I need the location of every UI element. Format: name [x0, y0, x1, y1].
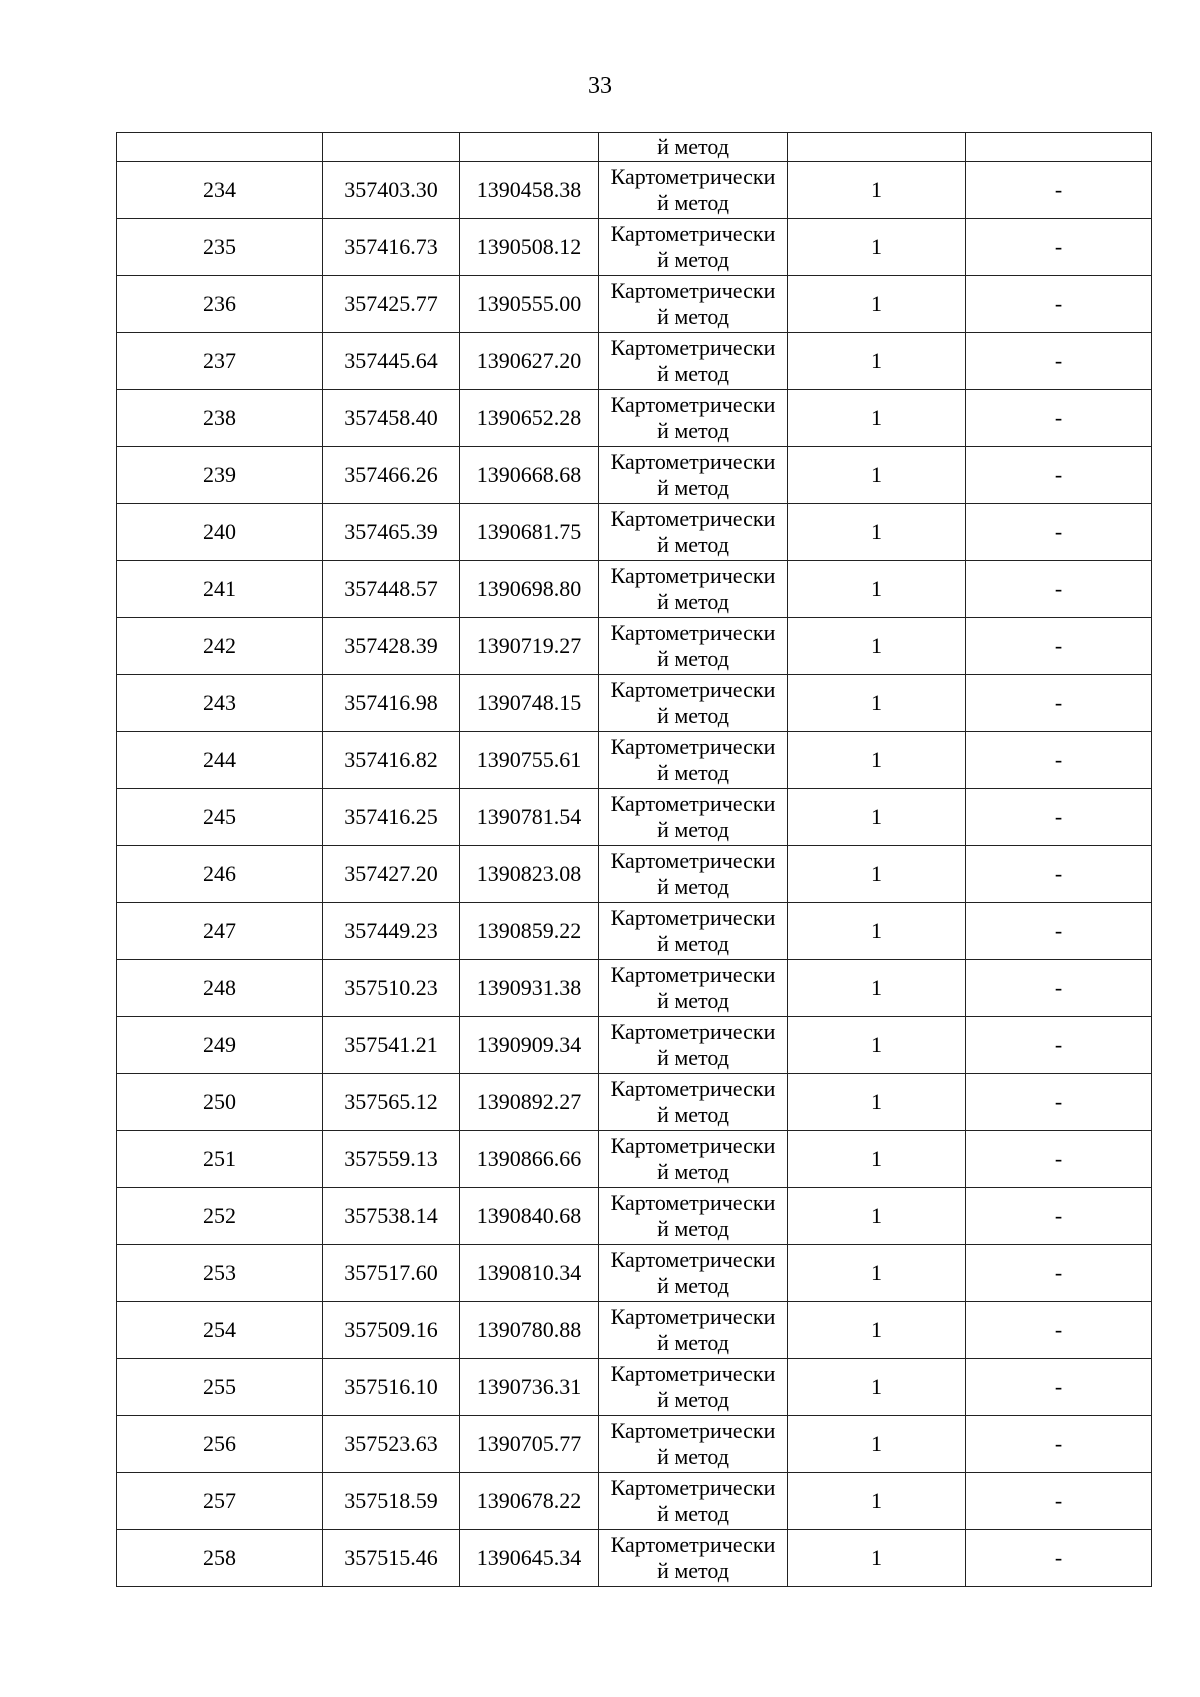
cell-note [966, 133, 1152, 162]
cell-note: - [966, 960, 1152, 1017]
cell-note: - [966, 1416, 1152, 1473]
cell-note: - [966, 276, 1152, 333]
cell-method: Картометрически й метод [599, 1416, 788, 1473]
cell-y: 1390810.34 [460, 1245, 599, 1302]
cell-y [460, 133, 599, 162]
cell-point-number: 239 [117, 447, 323, 504]
cell-point-number: 234 [117, 162, 323, 219]
cell-point-number: 254 [117, 1302, 323, 1359]
cell-x: 357458.40 [323, 390, 460, 447]
cell-point-number [117, 133, 323, 162]
cell-accuracy: 1 [788, 1245, 966, 1302]
table-row [117, 675, 1152, 732]
cell-y: 1390719.27 [460, 618, 599, 675]
cell-method: Картометрически й метод [599, 846, 788, 903]
cell-y: 1390909.34 [460, 1017, 599, 1074]
cell-y: 1390892.27 [460, 1074, 599, 1131]
cell-point-number: 241 [117, 561, 323, 618]
cell-method: Картометрически й метод [599, 732, 788, 789]
cell-x [323, 133, 460, 162]
table-row [117, 960, 1152, 1017]
cell-note: - [966, 732, 1152, 789]
cell-y: 1390458.38 [460, 162, 599, 219]
cell-method: Картометрически й метод [599, 1131, 788, 1188]
cell-method: Картометрически й метод [599, 390, 788, 447]
table-row [117, 276, 1152, 333]
cell-note: - [966, 1131, 1152, 1188]
table-row [117, 1131, 1152, 1188]
cell-x: 357416.73 [323, 219, 460, 276]
cell-accuracy: 1 [788, 504, 966, 561]
table-row [117, 618, 1152, 675]
cell-note: - [966, 333, 1152, 390]
cell-note: - [966, 618, 1152, 675]
cell-point-number: 250 [117, 1074, 323, 1131]
table-row [117, 1188, 1152, 1245]
cell-method: й метод [599, 133, 788, 162]
cell-accuracy: 1 [788, 1017, 966, 1074]
table-row [117, 732, 1152, 789]
cell-method: Картометрически й метод [599, 162, 788, 219]
cell-y: 1390652.28 [460, 390, 599, 447]
table-row [117, 1245, 1152, 1302]
cell-y: 1390555.00 [460, 276, 599, 333]
cell-accuracy: 1 [788, 960, 966, 1017]
cell-x: 357565.12 [323, 1074, 460, 1131]
cell-note: - [966, 504, 1152, 561]
cell-point-number: 242 [117, 618, 323, 675]
cell-x: 357518.59 [323, 1473, 460, 1530]
cell-x: 357416.25 [323, 789, 460, 846]
cell-point-number: 251 [117, 1131, 323, 1188]
cell-y: 1390668.68 [460, 447, 599, 504]
cell-y: 1390698.80 [460, 561, 599, 618]
cell-accuracy: 1 [788, 1074, 966, 1131]
cell-note: - [966, 162, 1152, 219]
cell-note: - [966, 390, 1152, 447]
table-row [117, 1473, 1152, 1530]
cell-accuracy: 1 [788, 675, 966, 732]
cell-note: - [966, 1473, 1152, 1530]
cell-accuracy: 1 [788, 903, 966, 960]
cell-point-number: 256 [117, 1416, 323, 1473]
page-number: 33 [588, 73, 612, 99]
cell-point-number: 258 [117, 1530, 323, 1587]
table-row [117, 447, 1152, 504]
cell-accuracy: 1 [788, 618, 966, 675]
cell-note: - [966, 1530, 1152, 1587]
cell-y: 1390755.61 [460, 732, 599, 789]
cell-x: 357538.14 [323, 1188, 460, 1245]
table-row [117, 219, 1152, 276]
cell-accuracy [788, 133, 966, 162]
cell-method: Картометрически й метод [599, 219, 788, 276]
cell-accuracy: 1 [788, 1131, 966, 1188]
cell-y: 1390931.38 [460, 960, 599, 1017]
cell-y: 1390781.54 [460, 789, 599, 846]
cell-x: 357523.63 [323, 1416, 460, 1473]
table-row [117, 1302, 1152, 1359]
cell-x: 357428.39 [323, 618, 460, 675]
cell-x: 357515.46 [323, 1530, 460, 1587]
cell-accuracy: 1 [788, 162, 966, 219]
table-row [117, 1074, 1152, 1131]
cell-x: 357559.13 [323, 1131, 460, 1188]
cell-point-number: 248 [117, 960, 323, 1017]
coordinates-table [116, 132, 1152, 1587]
cell-x: 357541.21 [323, 1017, 460, 1074]
table-row [117, 333, 1152, 390]
continuation-row [117, 133, 1152, 162]
cell-x: 357425.77 [323, 276, 460, 333]
cell-accuracy: 1 [788, 1473, 966, 1530]
cell-point-number: 238 [117, 390, 323, 447]
table-row [117, 1416, 1152, 1473]
cell-note: - [966, 219, 1152, 276]
cell-y: 1390866.66 [460, 1131, 599, 1188]
table-row [117, 1017, 1152, 1074]
cell-note: - [966, 1074, 1152, 1131]
cell-method: Картометрически й метод [599, 561, 788, 618]
cell-y: 1390780.88 [460, 1302, 599, 1359]
cell-method: Картометрически й метод [599, 1302, 788, 1359]
cell-method: Картометрически й метод [599, 1074, 788, 1131]
cell-accuracy: 1 [788, 447, 966, 504]
cell-note: - [966, 1245, 1152, 1302]
cell-point-number: 246 [117, 846, 323, 903]
cell-accuracy: 1 [788, 561, 966, 618]
table-row [117, 903, 1152, 960]
cell-method: Картометрически й метод [599, 1017, 788, 1074]
cell-accuracy: 1 [788, 1188, 966, 1245]
cell-x: 357416.82 [323, 732, 460, 789]
cell-method: Картометрически й метод [599, 504, 788, 561]
cell-accuracy: 1 [788, 1416, 966, 1473]
cell-accuracy: 1 [788, 846, 966, 903]
cell-point-number: 252 [117, 1188, 323, 1245]
cell-note: - [966, 846, 1152, 903]
table-row [117, 1359, 1152, 1416]
cell-point-number: 235 [117, 219, 323, 276]
cell-y: 1390859.22 [460, 903, 599, 960]
cell-accuracy: 1 [788, 1359, 966, 1416]
cell-method: Картометрически й метод [599, 1530, 788, 1587]
cell-note: - [966, 447, 1152, 504]
cell-method: Картометрически й метод [599, 1245, 788, 1302]
cell-x: 357403.30 [323, 162, 460, 219]
cell-x: 357445.64 [323, 333, 460, 390]
cell-x: 357465.39 [323, 504, 460, 561]
cell-x: 357449.23 [323, 903, 460, 960]
cell-accuracy: 1 [788, 390, 966, 447]
cell-point-number: 240 [117, 504, 323, 561]
cell-x: 357466.26 [323, 447, 460, 504]
cell-point-number: 245 [117, 789, 323, 846]
cell-method: Картометрически й метод [599, 1188, 788, 1245]
cell-note: - [966, 561, 1152, 618]
table-row [117, 561, 1152, 618]
cell-x: 357427.20 [323, 846, 460, 903]
cell-note: - [966, 1017, 1152, 1074]
cell-point-number: 257 [117, 1473, 323, 1530]
cell-note: - [966, 675, 1152, 732]
cell-point-number: 236 [117, 276, 323, 333]
cell-point-number: 247 [117, 903, 323, 960]
cell-point-number: 253 [117, 1245, 323, 1302]
cell-point-number: 243 [117, 675, 323, 732]
cell-point-number: 249 [117, 1017, 323, 1074]
cell-accuracy: 1 [788, 276, 966, 333]
cell-y: 1390748.15 [460, 675, 599, 732]
coordinates-table-body [117, 133, 1152, 1587]
table-row [117, 504, 1152, 561]
cell-y: 1390840.68 [460, 1188, 599, 1245]
cell-method: Картометрически й метод [599, 1359, 788, 1416]
cell-y: 1390681.75 [460, 504, 599, 561]
cell-method: Картометрически й метод [599, 276, 788, 333]
cell-accuracy: 1 [788, 219, 966, 276]
cell-x: 357510.23 [323, 960, 460, 1017]
cell-note: - [966, 1359, 1152, 1416]
cell-method: Картометрически й метод [599, 675, 788, 732]
cell-method: Картометрически й метод [599, 618, 788, 675]
table-row [117, 1530, 1152, 1587]
cell-accuracy: 1 [788, 1530, 966, 1587]
cell-x: 357509.16 [323, 1302, 460, 1359]
cell-y: 1390678.22 [460, 1473, 599, 1530]
cell-accuracy: 1 [788, 333, 966, 390]
cell-y: 1390705.77 [460, 1416, 599, 1473]
cell-y: 1390645.34 [460, 1530, 599, 1587]
cell-point-number: 237 [117, 333, 323, 390]
cell-note: - [966, 789, 1152, 846]
cell-point-number: 255 [117, 1359, 323, 1416]
cell-method: Картометрически й метод [599, 960, 788, 1017]
cell-note: - [966, 1188, 1152, 1245]
cell-accuracy: 1 [788, 789, 966, 846]
table-row [117, 162, 1152, 219]
cell-note: - [966, 903, 1152, 960]
cell-y: 1390627.20 [460, 333, 599, 390]
cell-note: - [966, 1302, 1152, 1359]
cell-accuracy: 1 [788, 1302, 966, 1359]
cell-method: Картометрически й метод [599, 1473, 788, 1530]
cell-y: 1390736.31 [460, 1359, 599, 1416]
table-row [117, 390, 1152, 447]
cell-method: Картометрически й метод [599, 789, 788, 846]
table-row [117, 789, 1152, 846]
cell-x: 357448.57 [323, 561, 460, 618]
cell-y: 1390508.12 [460, 219, 599, 276]
cell-y: 1390823.08 [460, 846, 599, 903]
cell-method: Картометрически й метод [599, 447, 788, 504]
cell-point-number: 244 [117, 732, 323, 789]
cell-x: 357516.10 [323, 1359, 460, 1416]
cell-method: Картометрически й метод [599, 903, 788, 960]
cell-x: 357517.60 [323, 1245, 460, 1302]
cell-accuracy: 1 [788, 732, 966, 789]
cell-x: 357416.98 [323, 675, 460, 732]
cell-method: Картометрически й метод [599, 333, 788, 390]
table-row [117, 846, 1152, 903]
